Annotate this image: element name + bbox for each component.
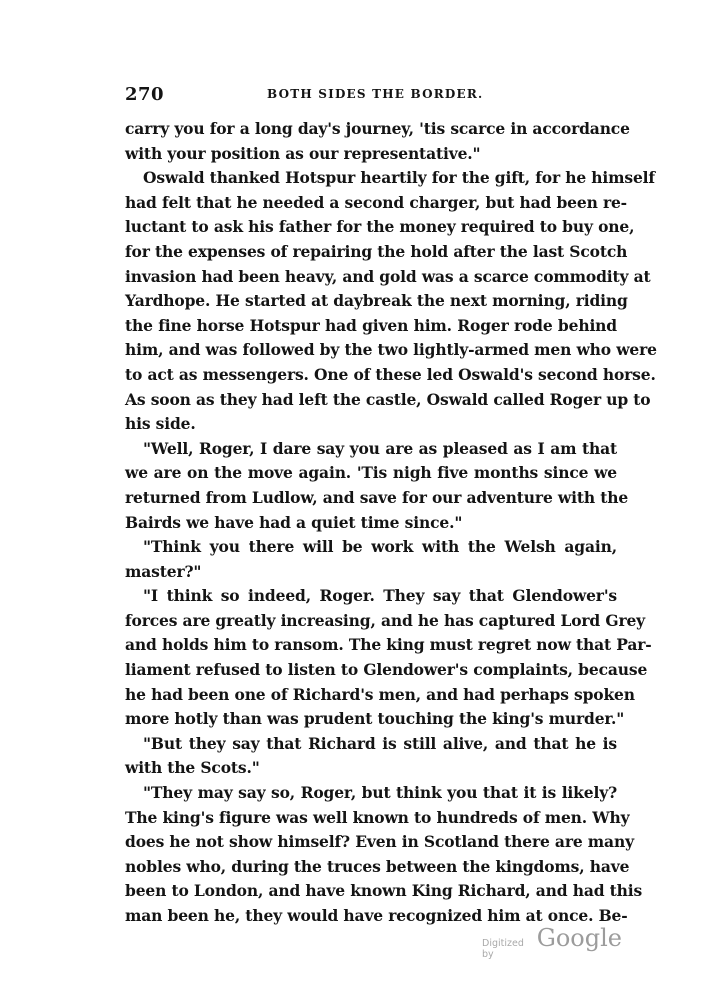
watermark-prefix: Digitized by [482, 938, 524, 960]
running-title: BOTH SIDES THE BORDER. [267, 87, 484, 101]
text-line: nobles who, during the truces between the kingdoms, have [125, 856, 630, 876]
text-line: for the expenses of repairing the hold after the last Scotch [125, 241, 628, 261]
text-line: with your position as our representative." [125, 143, 481, 163]
text-line: The king's figure was well known to hundreds of men. Why [125, 807, 630, 827]
text-line: we are on the move again. 'Tis nigh five months since we [125, 463, 617, 483]
text-line: "I think so indeed, Roger. They say that Glendower's [143, 586, 617, 606]
text-line: and holds him to ransom. The king must regret now that Par- [125, 635, 652, 655]
text-line: Bairds we have had a quiet time since." [125, 512, 463, 532]
text-line: the fine horse Hotspur had given him. Roger rode behind [125, 315, 617, 335]
text-line: him, and was followed by the two lightly-armed men who were [125, 340, 657, 360]
text-line: been to London, and have known King Richard, and had this [125, 881, 643, 901]
body-text [125, 117, 657, 929]
text-line: man been he, they would have recognized him at once. Be- [125, 906, 628, 925]
running-head [125, 84, 617, 106]
text-line: Oswald thanked Hotspur heartily for the gift, for he himself [143, 168, 655, 188]
text-line: luctant to ask his father for the money required to buy one, [125, 217, 635, 237]
text-line: master?" [125, 561, 202, 581]
text-line: "Think you there will be work with the Welsh again, [143, 537, 617, 557]
text-line: his side. [125, 414, 196, 434]
text-line: had felt that he needed a second charger, but had been re- [125, 192, 627, 212]
text-line: does he not show himself? Even in Scotland there are many [125, 832, 634, 852]
text-line: invasion had been heavy, and gold was a scarce commodity at [125, 266, 651, 286]
text-line: liament refused to listen to Glendower's complaints, because [125, 660, 648, 680]
digitized-by-google-watermark [482, 924, 622, 960]
text-line: "They may say so, Roger, but think you that it is likely? [143, 783, 617, 803]
text-line: carry you for a long day's journey, 'tis scarce in accordance [125, 119, 630, 138]
text-line: forces are greatly increasing, and he has captured Lord Grey [125, 610, 646, 630]
text-line: As soon as they had left the castle, Oswald called Roger up to [125, 389, 651, 409]
text-line: with the Scots." [125, 758, 260, 778]
text-line: Yardhope. He started at daybreak the next morning, riding [125, 291, 628, 311]
text-line: more hotly than was prudent touching the king's murder." [125, 709, 625, 729]
text-line: "Well, Roger, I dare say you are as pleased as I am that [143, 438, 617, 458]
text-line: to act as messengers. One of these led Oswald's second horse. [125, 364, 656, 384]
page-number: 270 [125, 84, 165, 105]
google-logo: Google [536, 924, 622, 952]
text-line: he had been one of Richard's men, and had perhaps spoken [125, 684, 635, 704]
text-line: returned from Ludlow, and save for our adventure with the [125, 487, 629, 507]
text-line: "But they say that Richard is still alive, and that he is [143, 733, 617, 753]
